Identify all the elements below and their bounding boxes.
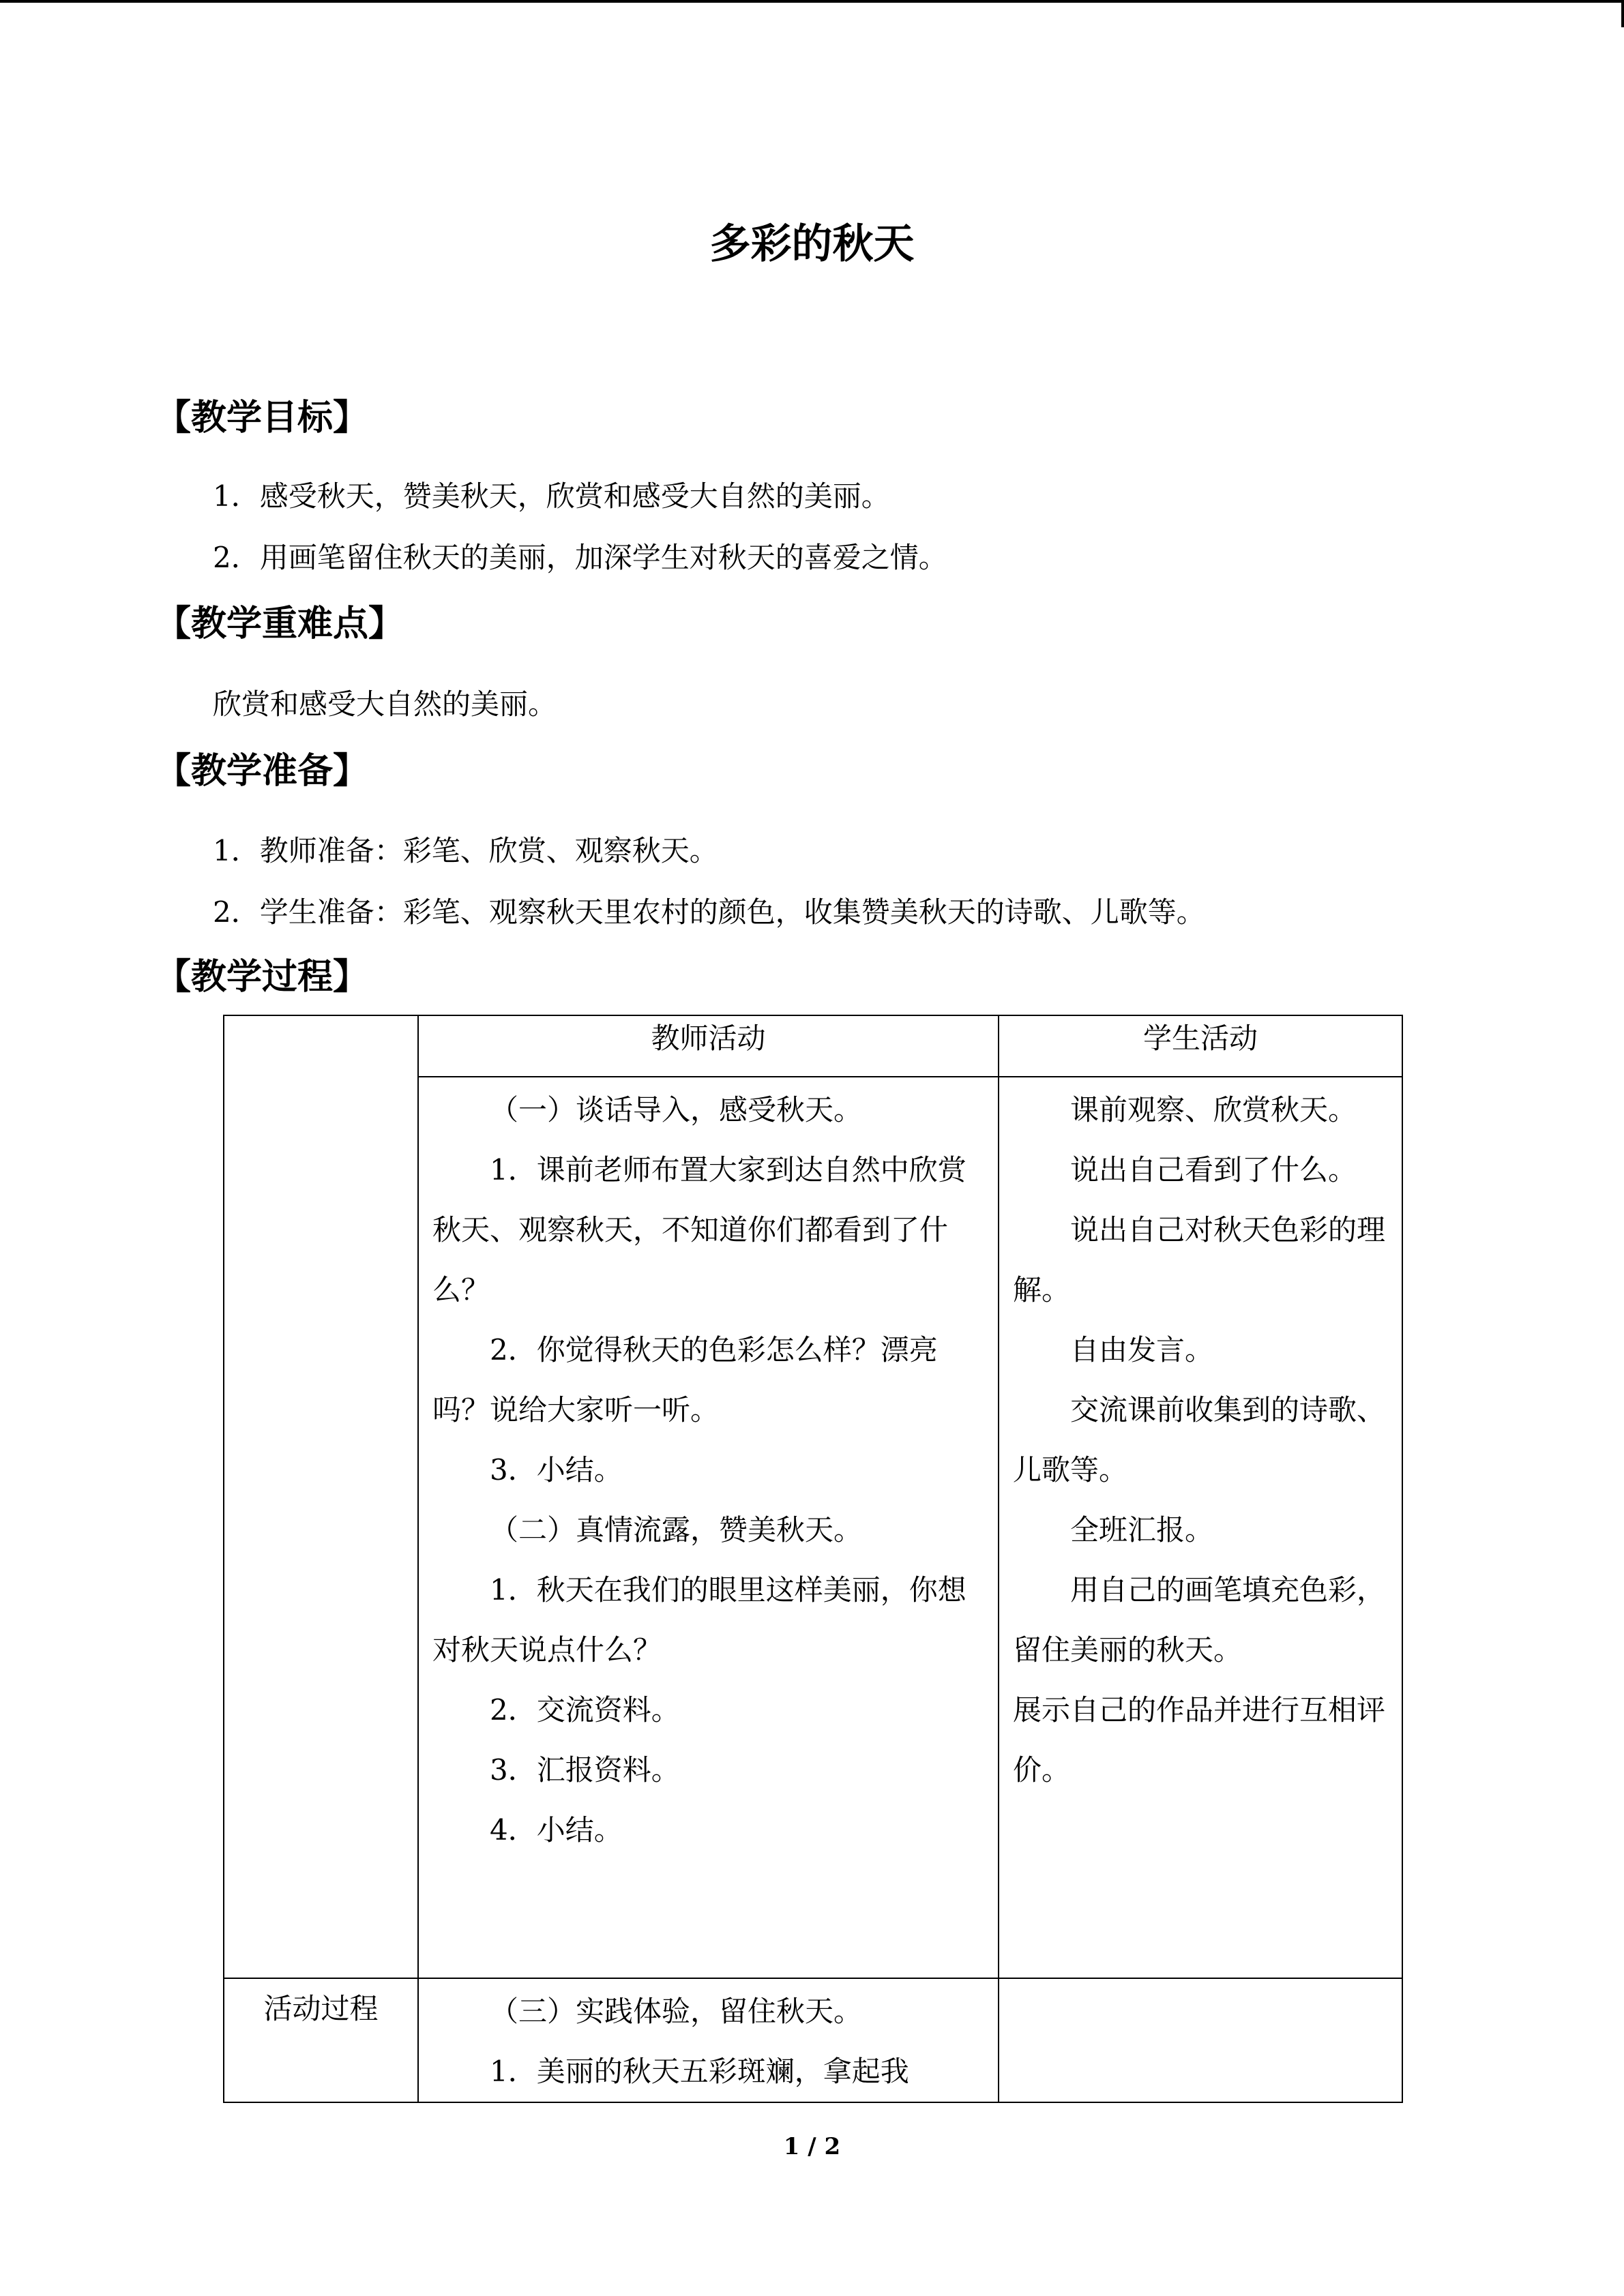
page-border-top — [0, 0, 1624, 3]
student-line: 自由发言。 — [1070, 1333, 1214, 1367]
teacher-line: （三）实践体验，留住秋天。 — [490, 1995, 863, 2028]
process-table — [223, 1015, 1403, 2103]
student-activity-cell — [999, 1077, 1402, 1978]
student-line: 说出自己对秋天色彩的理解。 — [1013, 1213, 1386, 1307]
prep-item-2: 2．学生准备：彩笔、观察秋天里农村的颜色，收集赞美秋天的诗歌、儿歌等。 — [213, 895, 1205, 929]
teacher-activity-cell — [418, 1077, 999, 1978]
teacher-line: 3．汇报资料。 — [490, 1753, 680, 1787]
teacher-line: （一）谈话导入，感受秋天。 — [490, 1093, 863, 1127]
teacher-line: 1．秋天在我们的眼里这样美丽，你想对秋天说点什么？ — [432, 1573, 966, 1667]
student-line: 展示自己的作品并进行互相评价。 — [1013, 1693, 1386, 1787]
teacher-line: 3．小结。 — [490, 1453, 623, 1487]
table-row — [224, 1978, 1402, 2102]
teacher-activity-cell — [418, 1978, 999, 2102]
teacher-line: 1．美丽的秋天五彩斑斓，拿起我 — [490, 2055, 909, 2088]
student-activity-cell — [999, 1978, 1402, 2102]
student-line: 交流课前收集到的诗歌、儿歌等。 — [1013, 1393, 1386, 1487]
teacher-line: 4．小结。 — [490, 1813, 623, 1847]
table-header-row — [224, 1015, 1402, 1077]
prep-item-1: 1．教师准备：彩笔、欣赏、观察秋天。 — [213, 834, 718, 867]
teacher-line: 1．课前老师布置大家到达自然中欣赏秋天、观察秋天，不知道你们都看到了什么？ — [432, 1153, 966, 1307]
page-border-right — [1621, 0, 1624, 27]
heading-process: 【教学过程】 — [156, 957, 369, 998]
student-line: 全班汇报。 — [1070, 1513, 1214, 1547]
teacher-line: 2．交流资料。 — [490, 1693, 680, 1727]
student-line: 说出自己看到了什么。 — [1070, 1153, 1357, 1187]
teacher-line: 2．你觉得秋天的色彩怎么样？漂亮吗？说给大家听一听。 — [432, 1333, 938, 1427]
goal-item-1: 1．感受秋天，赞美秋天，欣赏和感受大自然的美丽。 — [213, 479, 890, 513]
heading-key-points: 【教学重难点】 — [156, 603, 404, 644]
stage-column-header — [224, 1015, 418, 1978]
heading-goals: 【教学目标】 — [156, 398, 369, 438]
goal-item-2: 2．用画笔留住秋天的美丽，加深学生对秋天的喜爱之情。 — [213, 541, 947, 574]
page-number: 1 / 2 — [783, 2133, 841, 2160]
student-line: 用自己的画笔填充色彩，留住美丽的秋天。 — [1013, 1573, 1386, 1667]
student-activity-header: 学生活动 — [999, 1015, 1402, 1077]
teacher-activity-header: 教师活动 — [418, 1015, 999, 1077]
stage-label-cell: 活动过程 — [224, 1978, 418, 2102]
teacher-line: （二）真情流露，赞美秋天。 — [490, 1513, 863, 1547]
heading-preparation: 【教学准备】 — [156, 751, 369, 792]
page-title: 多彩的秋天 — [709, 220, 915, 268]
student-line: 课前观察、欣赏秋天。 — [1070, 1093, 1357, 1127]
key-points-text: 欣赏和感受大自然的美丽。 — [213, 687, 557, 721]
